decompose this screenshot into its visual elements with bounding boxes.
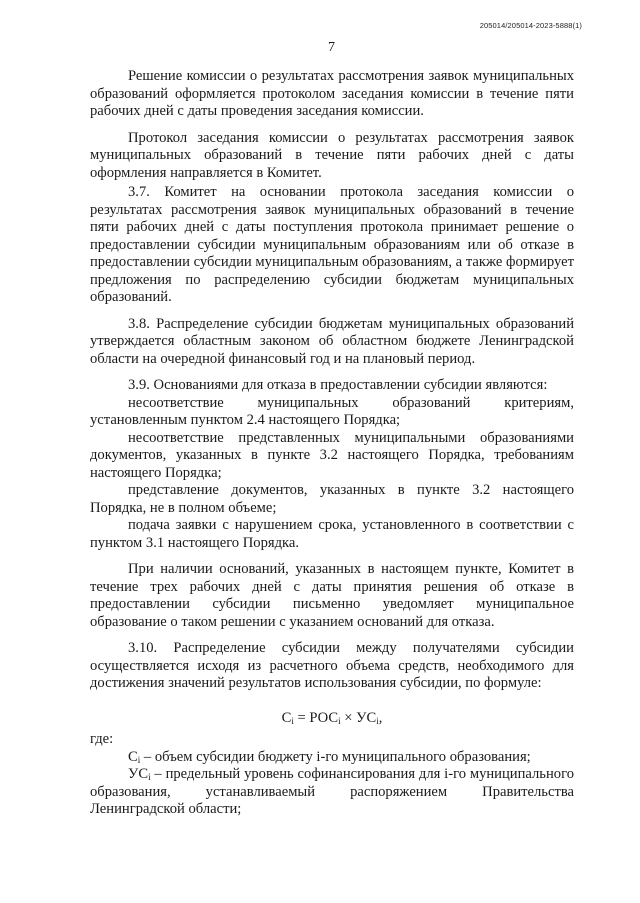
formula-roc: = РОС xyxy=(293,709,339,726)
paragraph-3-8: 3.8. Распределение субсидии бюджетам муниципальных образований утверждается областным законом об областном бюджете Ленинградской области на очередной финансовый год и на плановый период. xyxy=(90,315,574,367)
formula-us: × УС xyxy=(340,709,377,726)
where-label: где: xyxy=(90,731,114,747)
definition-us-sub: i xyxy=(148,772,151,782)
refusal-reason-documents: несоответствие представленных муниципальными образованиями документов, указанных в пункте 3.2 настоящего Порядка, требованиям настоящего Порядка; xyxy=(90,429,574,481)
formula-sub-3: i xyxy=(376,715,379,726)
definition-c-text: – объем субсидии бюджету i-го муниципального образования; xyxy=(140,748,531,765)
formula-sub-2: i xyxy=(338,715,341,726)
formula-c: С xyxy=(281,709,292,726)
definition-us xyxy=(90,766,574,819)
refusal-reason-criteria: несоответствие муниципальных образований критериям, установленным пунктом 2.4 настоящего Порядка; xyxy=(90,394,574,428)
definition-us-text: – предельный уровень софинансирования для i-го муниципального образования, устанавливаемый распоряжением Правительства Ленинградской области; xyxy=(90,766,574,817)
document-id: 205014/205014-2023-5888(1) xyxy=(479,21,582,30)
paragraph-notification: При наличии оснований, указанных в настоящем пункте, Комитет в течение трех рабочих дней с даты принятия решения об отказе в предоставлении субсидии письменно уведомляет муниципальное образование о таком решении с указанием оснований для отказа. xyxy=(90,561,574,630)
formula-sub-1: i xyxy=(291,715,294,726)
document-body xyxy=(90,68,574,819)
refusal-reason-incomplete: представление документов, указанных в пункте 3.2 настоящего Порядка, не в полном объеме; xyxy=(90,482,574,516)
paragraph-3-10: 3.10. Распределение субсидии между получателями субсидии осуществляется исходя из расчетного объема средств, необходимого для достижения значений результатов использования субсидии, по формуле: xyxy=(90,640,574,691)
definition-c-sub: i xyxy=(137,754,141,765)
paragraph-3-9: 3.9. Основаниями для отказа в предоставлении субсидии являются: xyxy=(128,377,548,393)
page-number: 7 xyxy=(328,40,335,55)
definition-c xyxy=(90,749,574,767)
definition-c-symbol: С xyxy=(128,748,138,765)
definition-us-symbol: УС xyxy=(128,766,149,782)
formula-end: , xyxy=(378,709,383,726)
subsidy-formula xyxy=(90,710,574,728)
paragraph-commission-decision: Решение комиссии о результатах рассмотрения заявок муниципальных образований оформляется протоколом заседания комиссии в течение пяти рабочих дней с даты проведения заседания комиссии. xyxy=(90,68,574,119)
paragraph-3-7: 3.7. Комитет на основании протокола заседания комиссии о результатах рассмотрения заявок муниципальных образований в течение пяти рабочих дней с даты поступления протокола принимает решение о предоставлении субсидии муниципальным образованиям или об отказе в предоставлении субсидии муниципальным образованиям, а также формирует предложения по распределению субсидии бюджетам муниципальных образований. xyxy=(90,184,574,305)
paragraph-protocol: Протокол заседания комиссии о результатах рассмотрения заявок муниципальных образований в течение пяти рабочих дней с даты оформления направляется в Комитет. xyxy=(90,129,574,181)
refusal-reason-deadline: подача заявки с нарушением срока, установленного в соответствии с пунктом 3.1 настоящего Порядка. xyxy=(90,517,574,551)
